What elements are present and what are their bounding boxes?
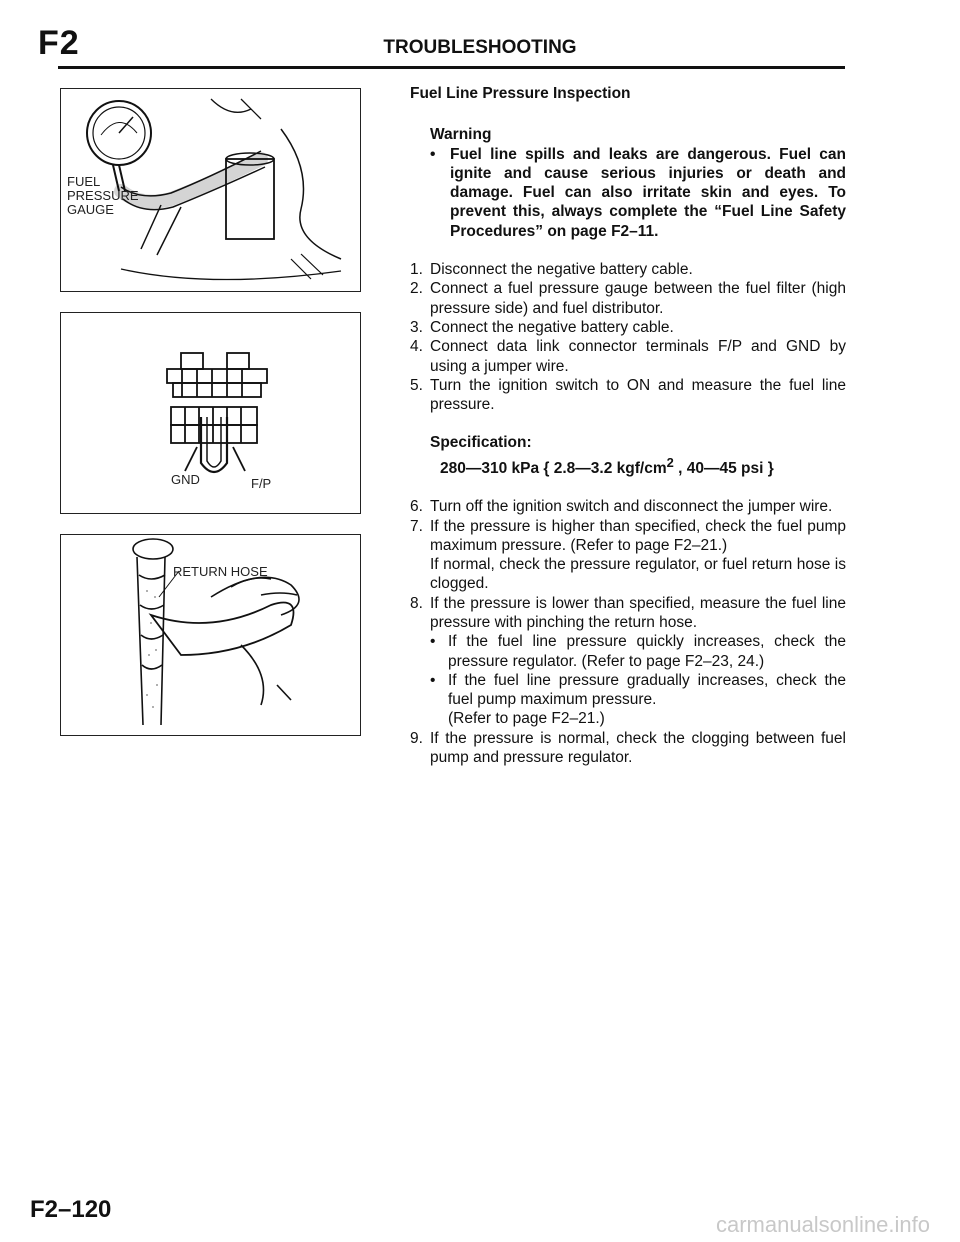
step-item bbox=[410, 337, 846, 376]
step-item bbox=[410, 279, 846, 318]
specification-title: Specification: bbox=[430, 434, 532, 452]
step-item bbox=[410, 517, 846, 594]
step-number: 2. bbox=[410, 280, 423, 298]
sub-item-block bbox=[448, 671, 846, 729]
step-number: 5. bbox=[410, 376, 423, 394]
page-number: F2–120 bbox=[30, 1196, 112, 1223]
step-text-block bbox=[430, 517, 846, 594]
step-item bbox=[410, 729, 846, 768]
step-item bbox=[410, 497, 846, 516]
step-number: 3. bbox=[410, 318, 423, 336]
header-rule bbox=[58, 66, 845, 69]
step-text: Connect a fuel pressure gauge between the fuel filter (high pressure side) and fuel distributor. bbox=[430, 280, 846, 317]
gauge-label-line-1: FUEL bbox=[67, 174, 101, 189]
step-text: Connect the negative battery cable. bbox=[430, 318, 674, 336]
bullet-icon: • bbox=[430, 633, 436, 651]
spec-value-part: , 40—45 psi } bbox=[673, 459, 774, 477]
sub-item-text-continued: (Refer to page F2–21.) bbox=[448, 710, 605, 728]
step-number: 7. bbox=[410, 517, 423, 535]
hose-label: RETURN HOSE bbox=[173, 564, 268, 579]
sub-item-text: If the fuel line pressure quickly increases, check the pressure regulator. (Refer to page F2–23, 24.) bbox=[448, 633, 846, 670]
page-title: TROUBLESHOOTING bbox=[383, 37, 577, 58]
spec-value-superscript: 2 bbox=[666, 454, 674, 470]
step-item bbox=[410, 376, 846, 415]
step-item bbox=[410, 260, 846, 279]
step-text: If the pressure is normal, check the clogging between fuel pump and pressure regulator. bbox=[430, 729, 846, 767]
steps-list-continued bbox=[410, 497, 846, 767]
figure-fuel-pressure-gauge bbox=[60, 88, 361, 292]
warning-text: Fuel line spills and leaks are dangerous. Fuel can ignite and cause serious injuries or death and damage. Fuel can also irritate skin and eyes. To prevent this, always complete the “Fuel Line Safety Procedures” on page F2–11. bbox=[450, 145, 846, 240]
step-text: Turn off the ignition switch and disconnect the jumper wire. bbox=[430, 498, 833, 516]
spec-value-part: 280—310 kPa { 2.8—3.2 kgf/cm bbox=[440, 459, 667, 477]
sub-item bbox=[430, 632, 846, 671]
figure-data-link-connector bbox=[60, 312, 361, 514]
section-title: Fuel Line Pressure Inspection bbox=[410, 85, 631, 102]
step-text-continued: If normal, check the pressure regulator, or fuel return hose is clogged. bbox=[430, 556, 846, 593]
step-item bbox=[410, 594, 846, 633]
step-text: If the pressure is lower than specified, measure the fuel line pressure with pinching the return hose. bbox=[430, 594, 846, 631]
gauge-label-line-3: GAUGE bbox=[67, 202, 114, 217]
steps-list bbox=[410, 260, 846, 414]
section-code: F2 bbox=[38, 24, 80, 62]
watermark: carmanualsonline.info bbox=[715, 1212, 930, 1237]
step-number: 8. bbox=[410, 594, 423, 612]
connector-label-fp: F/P bbox=[251, 476, 272, 491]
step-text: Turn the ignition switch to ON and measure the fuel line pressure. bbox=[430, 376, 846, 414]
figure-return-hose bbox=[60, 534, 361, 736]
step-text: Disconnect the negative battery cable. bbox=[430, 261, 693, 279]
data-link-connector-illustration bbox=[61, 313, 360, 513]
step-number: 9. bbox=[410, 729, 423, 747]
warning-item bbox=[430, 145, 846, 241]
step-number: 4. bbox=[410, 338, 423, 356]
step-text: If the pressure is higher than specified, check the fuel pump maximum pressure. (Refer to page F2–21.) bbox=[430, 517, 846, 554]
step-text: Connect data link connector terminals F/P and GND by using a jumper wire. bbox=[430, 338, 846, 375]
step-number: 1. bbox=[410, 261, 423, 279]
bullet-icon: • bbox=[430, 671, 436, 689]
procedure-content bbox=[410, 84, 846, 767]
step-number: 6. bbox=[410, 498, 423, 516]
specification-value bbox=[440, 453, 846, 478]
warning-title: Warning bbox=[430, 126, 492, 144]
gauge-label-line-2: PRESSURE bbox=[67, 188, 139, 203]
bullet-icon: • bbox=[430, 145, 436, 163]
step-item bbox=[410, 318, 846, 337]
sub-item-text: If the fuel line pressure gradually increases, check the fuel pump maximum pressure. bbox=[448, 671, 846, 709]
sub-item bbox=[430, 671, 846, 729]
connector-label-gnd: GND bbox=[171, 472, 200, 487]
